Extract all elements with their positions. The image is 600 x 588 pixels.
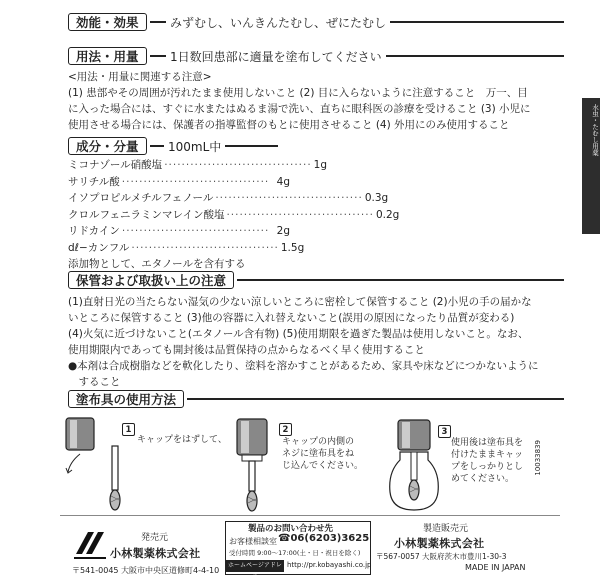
storage-rule bbox=[237, 279, 564, 281]
inquiry-hours: 受付時間 9:00〜17:00(土・日・祝日を除く) bbox=[229, 549, 361, 557]
usage-header bbox=[68, 47, 564, 65]
storage-line: ●本剤は合成樹脂などを軟化したり、塗料を溶かすことがあるため、家具や床などにつかないように bbox=[68, 360, 539, 372]
ingredient-amount: 0.3g bbox=[364, 192, 389, 204]
step1-text: キャップをはずして、 bbox=[137, 435, 227, 445]
ingredient-row bbox=[68, 223, 290, 240]
step3-text-line: めてください。 bbox=[451, 474, 515, 484]
ingredient-row bbox=[68, 174, 290, 191]
storage-line: (1)直射日光の当たらない湿気の少ない涼しいところに密栓して保管すること (2)小児の手の届かな bbox=[68, 296, 532, 308]
ingredient-name: イソプロピルメチルフェノール bbox=[68, 192, 214, 204]
storage-label: 保管および取扱い上の注意 bbox=[68, 271, 234, 289]
distributor-label: 発売元 bbox=[141, 533, 169, 543]
leader-dots: ·································· bbox=[226, 208, 374, 221]
usage-note-line: に入った場合には、すぐに水またはぬるま湯で洗い、直ちに眼科医の診療を受けること (3) 小児に bbox=[68, 103, 531, 115]
ingredient-row bbox=[68, 157, 328, 174]
lot-code: 10033839 bbox=[534, 440, 542, 476]
distributor-name: 小林製薬株式会社 bbox=[110, 547, 201, 560]
storage-text bbox=[68, 294, 539, 390]
leader-dots: ·································· bbox=[215, 192, 363, 204]
ingredient-amount: 4g bbox=[276, 175, 290, 188]
step3-text-line: 付けたままキャッ bbox=[451, 450, 524, 460]
ingredient-row bbox=[68, 240, 305, 257]
usage-notes-title: <用法・用量に関連する注意> bbox=[68, 71, 212, 83]
step2-text-line: ネジに塗布具をね bbox=[282, 449, 355, 459]
applicator-label: 塗布具の使用方法 bbox=[68, 390, 184, 408]
applicator-header bbox=[68, 390, 564, 408]
storage-line: (4)火気に近づけないこと(エタノール含有物) (5)使用期限を過ぎた製品は使用しないこと。なお、 bbox=[68, 328, 529, 340]
homepage-url[interactable]: http://pr.kobayashi.co.jp bbox=[287, 561, 372, 569]
made-in-japan: MADE IN JAPAN bbox=[465, 563, 526, 572]
step3-illustration bbox=[386, 418, 442, 514]
ingredients-basis: 100mL中 bbox=[164, 138, 225, 155]
step-number: 2 bbox=[279, 423, 292, 436]
ingredient-name: クロルフェニラミンマレイン酸塩 bbox=[68, 208, 225, 221]
inquiry-phone: ☎06(6203)3625 bbox=[278, 533, 370, 544]
leader-dots: ·································· bbox=[121, 225, 270, 237]
ingredient-name: サリチル酸 bbox=[68, 175, 120, 188]
usage-note-line: 使用させる場合には、保護者の指導監督のもとに使用させること (4) 外用にのみ使用すること bbox=[68, 119, 510, 131]
ingredient-amount: 0.2g bbox=[375, 208, 400, 221]
step2-text-line: キャップの内側の bbox=[282, 437, 355, 447]
ingredient-amount: 1.5g bbox=[280, 241, 305, 254]
step-number: 1 bbox=[122, 423, 135, 436]
ingredient-amount: 1g bbox=[313, 159, 328, 171]
step-number: 3 bbox=[438, 425, 451, 438]
ingredients-header bbox=[68, 137, 278, 155]
leader-dots: ·································· bbox=[131, 241, 279, 254]
leader-dots: ·································· bbox=[164, 159, 312, 171]
ingredients-list bbox=[68, 157, 400, 272]
step2-illustration bbox=[232, 415, 272, 515]
step3-text-line: 使用後は塗布具を bbox=[451, 438, 524, 448]
ingredient-row bbox=[68, 190, 389, 207]
footer-rule bbox=[60, 515, 560, 516]
usage-text: 1日数回患部に適量を塗布してください bbox=[166, 48, 386, 65]
inquiry-label: お客様相談室 bbox=[229, 537, 277, 546]
manufacturer-label: 製造販売元 bbox=[423, 524, 469, 534]
ingredient-name: ミコナゾール硝酸塩 bbox=[68, 159, 163, 171]
step2-text-line: じ込んでください。 bbox=[282, 461, 364, 471]
side-tab: 水虫・たむし用薬 bbox=[582, 98, 600, 234]
efficacy-header bbox=[68, 13, 564, 31]
usage-note-line: (1) 患部やその周囲が汚れたまま使用しないこと (2) 目に入らないように注意すること 万一、目 bbox=[68, 87, 528, 99]
efficacy-label: 効能・効果 bbox=[68, 13, 147, 31]
ingredient-amount: 2g bbox=[276, 225, 290, 237]
ingredient-name: dℓ−カンフル bbox=[68, 241, 130, 254]
homepage-label: ホームページアドレス bbox=[226, 560, 284, 572]
ingredient-name: リドカイン bbox=[68, 225, 120, 237]
distributor-address: 〒541-0045 大阪市中央区道修町4-4-10 bbox=[72, 566, 220, 575]
manufacturer-name: 小林製薬株式会社 bbox=[394, 537, 485, 550]
efficacy-text: みずむし、いんきんたむし、ぜにたむし bbox=[166, 14, 390, 31]
manufacturer-address: 〒567-0057 大阪府茨木市豊川1-30-3 bbox=[376, 552, 507, 561]
inquiry-title: 製品のお問い合わせ先 bbox=[248, 524, 334, 534]
usage-label: 用法・用量 bbox=[68, 47, 147, 65]
step3-text-line: プをしっかりとし bbox=[451, 462, 524, 472]
kobayashi-logo-icon bbox=[72, 528, 108, 560]
applicator-rule bbox=[187, 398, 564, 400]
storage-line: いところに保管すること (3)他の容器に入れ替えないこと(誤用の原因になったり品質が変わる) bbox=[68, 312, 515, 324]
storage-line: すること bbox=[68, 376, 121, 388]
ingredients-additive: 添加物として、エタノールを含有する bbox=[68, 258, 246, 270]
ingredients-label: 成分・分量 bbox=[68, 137, 147, 155]
storage-line: 使用期限内であっても開封後は品質保持の点からなるべく早く使用すること bbox=[68, 344, 425, 356]
storage-header bbox=[68, 271, 564, 289]
leader-dots: ·································· bbox=[121, 175, 270, 188]
ingredient-row bbox=[68, 207, 400, 224]
